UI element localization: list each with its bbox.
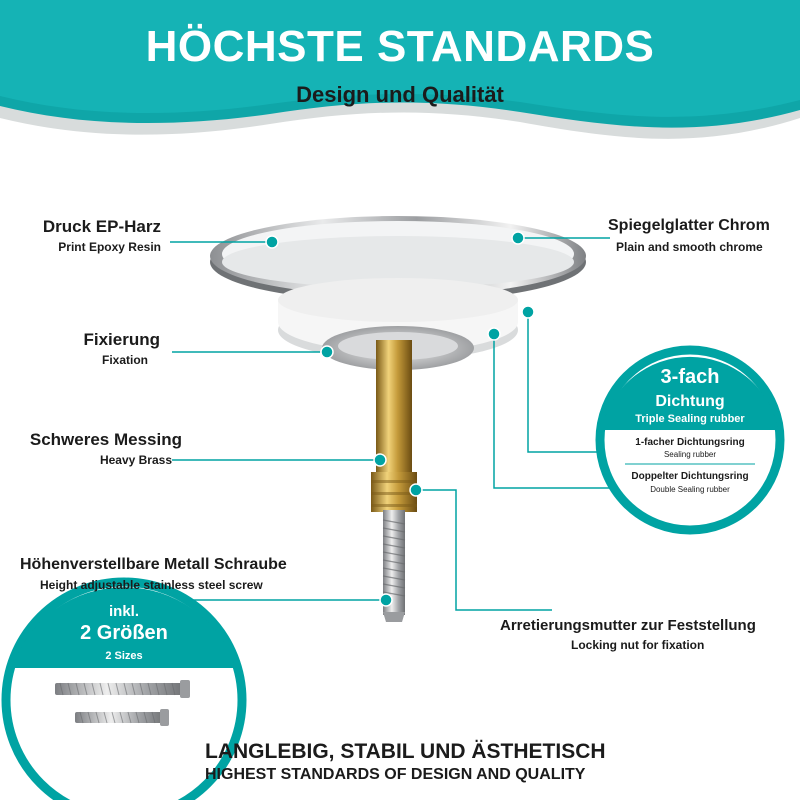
sealing-item1-en: Sealing rubber [663, 450, 717, 459]
sizes-count: 2 Größen [80, 622, 168, 644]
sealing-item1-de: 1-facher Dichtungsring [635, 437, 745, 448]
seal-marker-2 [522, 306, 534, 318]
callout-fixation-de: Fixierung [83, 330, 160, 349]
nut-marker [410, 484, 422, 496]
callout-nut-en: Locking nut for fixation [571, 638, 705, 652]
callout-screw-de: Höhenverstellbare Metall Schraube [20, 556, 287, 573]
footer-title-de: LANGLEBIG, STABIL UND ÄSTHETISCH [205, 740, 606, 763]
sizes-en: 2 Sizes [105, 650, 143, 662]
callout-chrome-en: Plain and smooth chrome [616, 240, 763, 254]
callout-screw-en: Height adjustable stainless steel screw [40, 578, 263, 592]
sealing-count: 3-fach [660, 366, 720, 388]
epoxy-marker [266, 236, 278, 248]
brass-marker [374, 454, 386, 466]
callout-brass-en: Heavy Brass [99, 453, 172, 467]
screw-marker [380, 594, 392, 606]
callout-nut-de: Arretierungsmutter zur Feststellung [500, 617, 756, 634]
sealing-item2-en: Double Sealing rubber [650, 485, 730, 494]
sealing-item2-de: Doppelter Dichtungsring [631, 471, 749, 482]
footer-title-en: HIGHEST STANDARDS OF DESIGN AND QUALITY [205, 766, 586, 783]
callout-epoxy-de: Druck EP-Harz [42, 217, 161, 236]
chrome-marker [512, 232, 524, 244]
callout-chrome-de: Spiegelglatter Chrom [608, 217, 770, 234]
sizes-incl: inkl. [108, 603, 139, 620]
sealing-subtitle: Triple Sealing rubber [635, 413, 745, 425]
page-subtitle: Design und Qualität [296, 82, 504, 107]
page-title: HÖCHSTE STANDARDS [145, 22, 655, 71]
callout-fixation-en: Fixation [101, 353, 148, 367]
callout-brass-de: Schweres Messing [29, 430, 182, 449]
fixation-marker [321, 346, 333, 358]
sealing-title: Dichtung [655, 393, 725, 410]
callout-epoxy-en: Print Epoxy Resin [58, 240, 161, 254]
seal-marker-1 [488, 328, 500, 340]
